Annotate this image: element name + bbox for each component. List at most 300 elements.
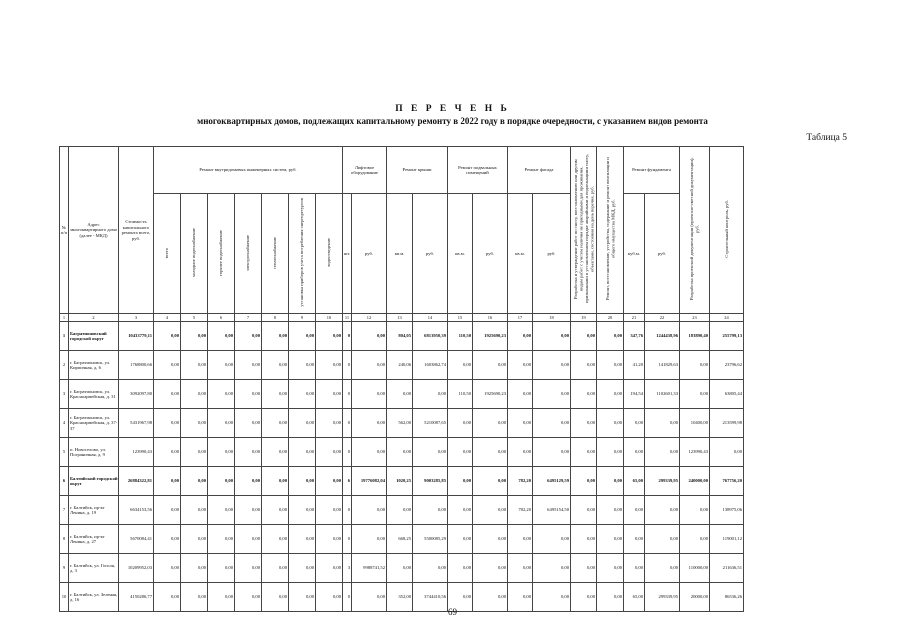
row-value: 0,00 bbox=[262, 438, 289, 467]
row-value: 782,20 bbox=[508, 467, 533, 496]
row-value: 0,00 bbox=[289, 467, 316, 496]
row-value: 0,00 bbox=[597, 496, 624, 525]
row-value: 0,00 bbox=[352, 380, 387, 409]
row-value: 0,00 bbox=[154, 554, 181, 583]
row-value: 20000,00 bbox=[680, 583, 710, 612]
row-value: 1020,25 bbox=[387, 467, 413, 496]
row-address: г. Балтийск, пр-кт Ленина, д. 27 bbox=[69, 525, 119, 554]
row-value: 0,00 bbox=[154, 380, 181, 409]
column-number: 3 bbox=[119, 314, 154, 322]
column-number-row bbox=[60, 314, 744, 322]
table-row bbox=[60, 409, 744, 438]
header-col20: Ремонт, восстановление, устройства, содержание и ремонт вентиляции и общего имущества МКД, руб. bbox=[597, 147, 624, 314]
row-number: 6 bbox=[60, 467, 69, 496]
row-value: 0,00 bbox=[448, 525, 473, 554]
row-value: 0,00 bbox=[181, 380, 208, 409]
row-value: 0,00 bbox=[571, 554, 597, 583]
row-value: 0,00 bbox=[473, 554, 508, 583]
row-value: 110,50 bbox=[448, 380, 473, 409]
row-value: 0,00 bbox=[181, 409, 208, 438]
row-value: 0,00 bbox=[181, 438, 208, 467]
row-value: 0,00 bbox=[289, 351, 316, 380]
header-basement: Ремонт подвальных помещений bbox=[448, 147, 508, 194]
row-value: 0,00 bbox=[571, 496, 597, 525]
header-hot-water: горячее водоснабжение bbox=[208, 194, 235, 314]
row-value: 0,00 bbox=[235, 438, 262, 467]
row-value: 0,00 bbox=[154, 351, 181, 380]
row-value: 0,00 bbox=[208, 322, 235, 351]
row-value: 0,00 bbox=[597, 380, 624, 409]
column-number: 15 bbox=[448, 314, 473, 322]
row-value: 0,00 bbox=[624, 409, 645, 438]
row-value: 255799,13 bbox=[710, 322, 744, 351]
group-row bbox=[60, 322, 744, 351]
repair-table bbox=[59, 146, 744, 612]
column-number: 8 bbox=[262, 314, 289, 322]
row-value: 119001,12 bbox=[710, 525, 744, 554]
row-value: 0,00 bbox=[387, 438, 413, 467]
row-value: 0,00 bbox=[181, 467, 208, 496]
row-value: 0,00 bbox=[235, 380, 262, 409]
row-value: 0,00 bbox=[316, 583, 343, 612]
row-value: 0,00 bbox=[597, 525, 624, 554]
row-value: 0,00 bbox=[352, 409, 387, 438]
row-number: 5 bbox=[60, 438, 69, 467]
row-value: 0,00 bbox=[624, 554, 645, 583]
header-internal-total: всего bbox=[154, 194, 181, 314]
row-value: 0,00 bbox=[508, 554, 533, 583]
row-value: 0,00 bbox=[208, 438, 235, 467]
row-value: 19776082,04 bbox=[352, 467, 387, 496]
row-value: 0,00 bbox=[262, 525, 289, 554]
header-address: Адрес многоквартирного дома (далее - МКД) bbox=[69, 147, 119, 314]
row-value: 0,00 bbox=[262, 554, 289, 583]
row-value: 0,00 bbox=[208, 467, 235, 496]
row-value: 0,00 bbox=[533, 583, 571, 612]
row-value: 0,00 bbox=[181, 554, 208, 583]
row-number: 3 bbox=[60, 380, 69, 409]
column-number: 16 bbox=[473, 314, 508, 322]
column-number: 17 bbox=[508, 314, 533, 322]
column-number: 7 bbox=[235, 314, 262, 322]
row-value: 0,00 bbox=[352, 322, 387, 351]
column-number: 10 bbox=[316, 314, 343, 322]
row-value: 0 bbox=[343, 496, 352, 525]
column-number: 11 bbox=[343, 314, 352, 322]
row-value: 6495129,59 bbox=[533, 467, 571, 496]
row-value: 86536,26 bbox=[710, 583, 744, 612]
row-value: 138975,06 bbox=[710, 496, 744, 525]
header-basement-rub: руб. bbox=[473, 194, 508, 314]
row-value: 0,00 bbox=[154, 438, 181, 467]
row-value: 211636,51 bbox=[710, 554, 744, 583]
row-value: 0,00 bbox=[289, 322, 316, 351]
row-value: 0,00 bbox=[508, 583, 533, 612]
row-value: 0,00 bbox=[473, 583, 508, 612]
row-value: 65,00 bbox=[624, 467, 645, 496]
row-value: 10400,00 bbox=[680, 409, 710, 438]
row-value: 0,00 bbox=[473, 438, 508, 467]
row-value: 0,00 bbox=[448, 583, 473, 612]
header-n: № п/п bbox=[60, 147, 69, 314]
row-value: 0 bbox=[343, 583, 352, 612]
row-value: 0 bbox=[343, 322, 352, 351]
column-number: 22 bbox=[645, 314, 680, 322]
column-number: 21 bbox=[624, 314, 645, 322]
row-value: 299339,95 bbox=[645, 583, 680, 612]
header-roof-sqm: кв.м. bbox=[387, 194, 413, 314]
row-value: 1102601,33 bbox=[645, 380, 680, 409]
header-foundation: Ремонт фундамента bbox=[624, 147, 680, 194]
row-value: 0,00 bbox=[624, 525, 645, 554]
row-value: 0,00 bbox=[262, 583, 289, 612]
row-value: 1925690,23 bbox=[473, 322, 508, 351]
row-value: 0,00 bbox=[533, 554, 571, 583]
row-value: 0,00 bbox=[473, 351, 508, 380]
row-value: 123990,43 bbox=[119, 438, 154, 467]
column-number: 1 bbox=[60, 314, 69, 322]
row-value: 0,00 bbox=[533, 525, 571, 554]
header-lift-rub: руб. bbox=[352, 194, 387, 314]
header-facade: Ремонт фасада bbox=[508, 147, 571, 194]
row-value: 0,00 bbox=[533, 380, 571, 409]
table-row bbox=[60, 438, 744, 467]
row-value: 0,00 bbox=[316, 438, 343, 467]
row-value: 0,00 bbox=[645, 496, 680, 525]
group-row bbox=[60, 467, 744, 496]
row-value: 5670084,41 bbox=[119, 525, 154, 554]
row-value: 0,00 bbox=[680, 351, 710, 380]
row-value: 0,00 bbox=[181, 322, 208, 351]
column-number: 13 bbox=[387, 314, 413, 322]
row-value: 123990,43 bbox=[680, 438, 710, 467]
row-value: 0,00 bbox=[597, 583, 624, 612]
row-address: г. Балтийск, пр-кт Ленина, д. 19 bbox=[69, 496, 119, 525]
row-value: 0,00 bbox=[352, 438, 387, 467]
row-value: 41,20 bbox=[624, 351, 645, 380]
column-number: 6 bbox=[208, 314, 235, 322]
row-value: 0,00 bbox=[208, 380, 235, 409]
row-value: 0,00 bbox=[387, 496, 413, 525]
row-value: 0,00 bbox=[235, 525, 262, 554]
row-number: 4 bbox=[60, 409, 69, 438]
table-row bbox=[60, 351, 744, 380]
row-number: 7 bbox=[60, 496, 69, 525]
column-number: 24 bbox=[710, 314, 744, 322]
row-value: 0,00 bbox=[316, 322, 343, 351]
row-value: 0,00 bbox=[645, 409, 680, 438]
header-basement-sqm: кв.м. bbox=[448, 194, 473, 314]
column-number: 20 bbox=[597, 314, 624, 322]
row-value: 1603862,74 bbox=[413, 351, 448, 380]
row-value: 0,00 bbox=[235, 351, 262, 380]
row-value: 110000,00 bbox=[680, 554, 710, 583]
row-value: 0,00 bbox=[262, 322, 289, 351]
row-number: 1 bbox=[60, 322, 69, 351]
row-value: 10433779,11 bbox=[119, 322, 154, 351]
row-value: 0,00 bbox=[645, 554, 680, 583]
row-value: 0,00 bbox=[316, 525, 343, 554]
header-foundation-m3: куб.м. bbox=[624, 194, 645, 314]
row-value: 0,00 bbox=[154, 496, 181, 525]
row-value: 0,00 bbox=[352, 583, 387, 612]
row-value: 6 bbox=[343, 467, 352, 496]
row-value: 0,00 bbox=[571, 583, 597, 612]
row-value: 347,76 bbox=[624, 322, 645, 351]
row-value: 0,00 bbox=[235, 554, 262, 583]
row-value: 0,00 bbox=[208, 583, 235, 612]
header-lift-pcs: шт. bbox=[343, 194, 352, 314]
row-value: 1768800,66 bbox=[119, 351, 154, 380]
row-value: 0,00 bbox=[289, 380, 316, 409]
row-value: 0,00 bbox=[413, 438, 448, 467]
row-address: Балтийский городской округ bbox=[69, 467, 119, 496]
row-value: 0,00 bbox=[235, 409, 262, 438]
row-value: 0,00 bbox=[508, 380, 533, 409]
row-value: 0,00 bbox=[508, 409, 533, 438]
table-row bbox=[60, 525, 744, 554]
header-internal-systems: Ремонт внутридомовых инженерных систем, руб. bbox=[154, 147, 343, 194]
row-value: 0,00 bbox=[448, 351, 473, 380]
row-value: 0,00 bbox=[154, 322, 181, 351]
column-number: 23 bbox=[680, 314, 710, 322]
row-value: 0,00 bbox=[289, 409, 316, 438]
row-value: 0,00 bbox=[208, 525, 235, 554]
row-value: 804,05 bbox=[387, 322, 413, 351]
row-address: г. Багратионовск, ул. Кирпичная, д. 6 bbox=[69, 351, 119, 380]
row-value: 0,00 bbox=[624, 438, 645, 467]
row-value: 63805,44 bbox=[710, 380, 744, 409]
row-value: 6495154,50 bbox=[533, 496, 571, 525]
row-value: 0,00 bbox=[181, 496, 208, 525]
row-value: 3744410,56 bbox=[413, 583, 448, 612]
row-value: 0,00 bbox=[448, 438, 473, 467]
row-value: 0,00 bbox=[289, 583, 316, 612]
row-value: 0,00 bbox=[473, 409, 508, 438]
row-value: 767756,20 bbox=[710, 467, 744, 496]
row-value: 0,00 bbox=[289, 496, 316, 525]
row-value: 352,00 bbox=[387, 583, 413, 612]
row-value: 0,00 bbox=[235, 322, 262, 351]
row-value: 0,00 bbox=[413, 380, 448, 409]
row-value: 6634153,56 bbox=[119, 496, 154, 525]
header-col24: Строительный контроль, руб. bbox=[710, 147, 744, 314]
table-row bbox=[60, 496, 744, 525]
row-value: 0,00 bbox=[413, 554, 448, 583]
row-value: 0,00 bbox=[533, 322, 571, 351]
row-address: г. Багратионовск, ул. Красноармейская, д. 31 bbox=[69, 380, 119, 409]
row-value: 0,00 bbox=[448, 467, 473, 496]
row-value: 0,00 bbox=[597, 554, 624, 583]
row-value: 0,00 bbox=[473, 525, 508, 554]
column-number: 12 bbox=[352, 314, 387, 322]
row-value: 0 bbox=[343, 409, 352, 438]
row-value: 0,00 bbox=[181, 583, 208, 612]
row-value: 0,00 bbox=[181, 351, 208, 380]
column-number: 14 bbox=[413, 314, 448, 322]
row-value: 0,00 bbox=[289, 438, 316, 467]
row-address: г. Балтийск, ул. Гоголя, д. 3 bbox=[69, 554, 119, 583]
row-value: 0,00 bbox=[316, 467, 343, 496]
row-value: 4150286,77 bbox=[119, 583, 154, 612]
row-value: 0,00 bbox=[316, 554, 343, 583]
row-value: 5210087,65 bbox=[413, 409, 448, 438]
row-value: 0,00 bbox=[533, 351, 571, 380]
row-value: 0,00 bbox=[448, 409, 473, 438]
row-value: 0,00 bbox=[533, 409, 571, 438]
page-number: 69 bbox=[448, 607, 457, 617]
row-value: 0,00 bbox=[154, 583, 181, 612]
column-number: 5 bbox=[181, 314, 208, 322]
header-lift: Лифтовое оборудование bbox=[343, 147, 387, 194]
row-value: 0,00 bbox=[597, 467, 624, 496]
table-label: Таблица 5 bbox=[806, 133, 847, 143]
table-row bbox=[60, 380, 744, 409]
column-number: 18 bbox=[533, 314, 571, 322]
row-value: 0,00 bbox=[208, 409, 235, 438]
header-roof: Ремонт крыши bbox=[387, 147, 448, 194]
row-value: 0,00 bbox=[645, 525, 680, 554]
row-value: 0,00 bbox=[387, 554, 413, 583]
row-value: 0,00 bbox=[316, 380, 343, 409]
row-value: 0,00 bbox=[680, 496, 710, 525]
column-number: 19 bbox=[571, 314, 597, 322]
row-value: 0,00 bbox=[448, 554, 473, 583]
row-value: 0,00 bbox=[597, 438, 624, 467]
row-value: 1244438,96 bbox=[645, 322, 680, 351]
row-value: 183890,40 bbox=[680, 322, 710, 351]
header-power: электроснабжение bbox=[235, 194, 262, 314]
row-number: 9 bbox=[60, 554, 69, 583]
row-value: 0,00 bbox=[208, 351, 235, 380]
row-value: 0 bbox=[343, 380, 352, 409]
row-value: 240000,00 bbox=[680, 467, 710, 496]
row-number: 8 bbox=[60, 525, 69, 554]
row-value: 3 bbox=[343, 554, 352, 583]
row-address: Багратионовский городской округ bbox=[69, 322, 119, 351]
row-address: г. Балтийск, ул. Зеленая, д. 16 bbox=[69, 583, 119, 612]
row-value: 0,00 bbox=[508, 438, 533, 467]
row-number: 2 bbox=[60, 351, 69, 380]
row-value: 3092097,80 bbox=[119, 380, 154, 409]
row-value: 0,00 bbox=[154, 467, 181, 496]
row-value: 0,00 bbox=[571, 438, 597, 467]
row-value: 0,00 bbox=[571, 525, 597, 554]
row-value: 0,00 bbox=[316, 351, 343, 380]
row-value: 782,20 bbox=[508, 496, 533, 525]
row-value: 0,00 bbox=[154, 525, 181, 554]
row-address: п. Новоселово, ул. Пограничная, д. 9 bbox=[69, 438, 119, 467]
row-value: 0,00 bbox=[624, 496, 645, 525]
row-value: 0,00 bbox=[352, 525, 387, 554]
row-value: 0,00 bbox=[508, 525, 533, 554]
row-value: 0,00 bbox=[352, 351, 387, 380]
row-value: 0,00 bbox=[597, 409, 624, 438]
row-address: г. Багратионовск, ул. Красноармейская, д. 37-37 bbox=[69, 409, 119, 438]
column-number: 2 bbox=[69, 314, 119, 322]
header-cost: Стоимость капитального ремонта всего, руб. bbox=[119, 147, 154, 314]
row-value: 9003285,85 bbox=[413, 467, 448, 496]
table-body bbox=[60, 314, 744, 612]
row-value: 213599,98 bbox=[710, 409, 744, 438]
column-number: 4 bbox=[154, 314, 181, 322]
row-value: 0,00 bbox=[571, 467, 597, 496]
row-value: 240,06 bbox=[387, 351, 413, 380]
row-value: 0,00 bbox=[154, 409, 181, 438]
row-value: 0,00 bbox=[235, 496, 262, 525]
row-value: 5431967,98 bbox=[119, 409, 154, 438]
row-value: 0,00 bbox=[262, 351, 289, 380]
row-value: 0,00 bbox=[289, 554, 316, 583]
row-value: 0,00 bbox=[235, 583, 262, 612]
row-value: 194,54 bbox=[624, 380, 645, 409]
row-value: 0,00 bbox=[413, 496, 448, 525]
row-value: 0,00 bbox=[710, 438, 744, 467]
row-value: 0,00 bbox=[597, 322, 624, 351]
row-value: 0,00 bbox=[235, 467, 262, 496]
row-value: 299339,95 bbox=[645, 467, 680, 496]
row-value: 0,00 bbox=[571, 351, 597, 380]
row-value: 0,00 bbox=[597, 351, 624, 380]
row-value: 0,00 bbox=[289, 525, 316, 554]
row-value: 65,00 bbox=[624, 583, 645, 612]
row-value: 0,00 bbox=[262, 380, 289, 409]
row-value: 0 bbox=[343, 351, 352, 380]
header-facade-rub: руб. bbox=[533, 194, 571, 314]
header-meters: установка приборов учета потребления энергоресурсов bbox=[289, 194, 316, 314]
row-value: 10209952,03 bbox=[119, 554, 154, 583]
row-value: 0,00 bbox=[316, 409, 343, 438]
row-value: 0,00 bbox=[508, 322, 533, 351]
row-value: 0,00 bbox=[208, 554, 235, 583]
row-value: 0,00 bbox=[680, 525, 710, 554]
row-value: 6813950,39 bbox=[413, 322, 448, 351]
row-value: 0,00 bbox=[533, 438, 571, 467]
document-subtitle: многоквартирных домов, подлежащих капитальному ремонту в 2022 году в порядке очередности, с указанием видов ремонта bbox=[197, 116, 708, 126]
row-value: 0,00 bbox=[316, 496, 343, 525]
row-number: 10 bbox=[60, 583, 69, 612]
header-foundation-rub: руб. bbox=[645, 194, 680, 314]
row-value: 1925690,23 bbox=[473, 380, 508, 409]
row-value: 0,00 bbox=[473, 467, 508, 496]
header-col19: Разработка и утверждение работ по сносу, восстановлению или другим видам работ с учетом наличия не пригодными для проживания, признанными в установленном порядке аварийными и подлежащими сносу, объектами, состоянии на день перечня, руб. bbox=[571, 147, 597, 314]
row-value: 0,00 bbox=[262, 409, 289, 438]
header-sewer: водоотведение bbox=[316, 194, 343, 314]
row-value: 110,50 bbox=[448, 322, 473, 351]
row-value: 0,00 bbox=[473, 496, 508, 525]
row-value: 668,25 bbox=[387, 525, 413, 554]
row-value: 0,00 bbox=[262, 467, 289, 496]
row-value: 0,00 bbox=[387, 380, 413, 409]
row-value: 26884322,81 bbox=[119, 467, 154, 496]
row-value: 0,00 bbox=[448, 496, 473, 525]
header-col23: Разработка проектной документации (проектно-сметной документации), руб. bbox=[680, 147, 710, 314]
header-cold-water: холодное водоснабжение bbox=[181, 194, 208, 314]
row-value: 0,00 bbox=[571, 380, 597, 409]
row-value: 141829,63 bbox=[645, 351, 680, 380]
row-value: 0,00 bbox=[571, 409, 597, 438]
header-heat: теплоснабжение bbox=[262, 194, 289, 314]
column-number: 9 bbox=[289, 314, 316, 322]
row-value: 23796,62 bbox=[710, 351, 744, 380]
header-roof-rub: руб. bbox=[413, 194, 448, 314]
row-value: 0,00 bbox=[208, 496, 235, 525]
row-value: 0,00 bbox=[680, 380, 710, 409]
row-value: 0 bbox=[343, 525, 352, 554]
row-value: 9988741,52 bbox=[352, 554, 387, 583]
document-title: П Е Р Е Ч Е Н Ь bbox=[395, 104, 510, 114]
row-value: 562,00 bbox=[387, 409, 413, 438]
